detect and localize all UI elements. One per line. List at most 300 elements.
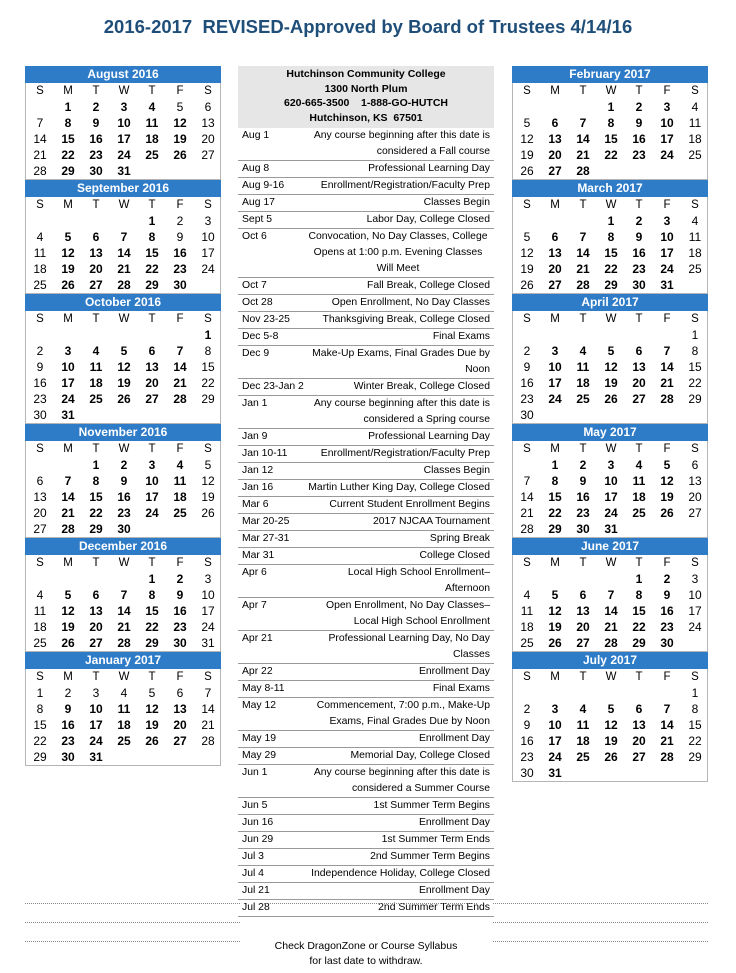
month-title: February 2017: [512, 66, 708, 83]
day-cell: 10: [89, 702, 103, 716]
day-cell: 7: [663, 344, 671, 358]
weekday-header: S: [691, 85, 699, 97]
day-cell: 30: [632, 278, 646, 292]
event-text: 2nd Summer Term Ends: [378, 902, 490, 913]
day-cell: 26: [604, 750, 618, 764]
day-cell: 9: [635, 230, 643, 244]
day-cell: 18: [33, 262, 47, 276]
day-cell: 3: [64, 344, 72, 358]
day-cell: 22: [688, 376, 702, 390]
event-row: [238, 497, 494, 514]
day-cell: 10: [61, 360, 75, 374]
day-cell: 20: [632, 376, 646, 390]
day-cell: 14: [604, 604, 618, 618]
empty-cell: [569, 571, 597, 587]
day-cell: 20: [201, 132, 215, 146]
empty-cell: [541, 685, 569, 701]
day-cell: 4: [635, 458, 643, 472]
weekday-header: T: [579, 671, 587, 683]
event-text: Professional Learning Day, No Day Classes: [328, 633, 490, 660]
weekday-header: M: [550, 85, 560, 97]
day-cell: 10: [201, 588, 215, 602]
day-cell: 15: [61, 132, 75, 146]
day-cell: 15: [604, 132, 618, 146]
month-calendar: [25, 538, 221, 652]
weekday-header: F: [176, 557, 184, 569]
weekday-header: T: [635, 85, 643, 97]
day-cell: 3: [551, 344, 559, 358]
day-cell: 1: [635, 572, 643, 586]
empty-cell: [26, 571, 54, 587]
day-cell: 24: [688, 620, 702, 634]
day-cell: 1: [607, 100, 615, 114]
empty-cell: [681, 635, 709, 651]
event-text: 1st Summer Term Begins: [373, 800, 490, 811]
empty-cell: [569, 99, 597, 115]
event-text: Memorial Day, College Closed: [350, 750, 490, 761]
day-cell: 25: [145, 148, 159, 162]
day-cell: 22: [145, 620, 159, 634]
day-cell: 22: [145, 262, 159, 276]
day-cell: 20: [576, 620, 590, 634]
empty-cell: [26, 99, 54, 115]
empty-cell: [597, 685, 625, 701]
day-cell: 19: [173, 132, 187, 146]
day-cell: 16: [632, 132, 646, 146]
day-cell: 3: [607, 458, 615, 472]
day-cell: 25: [33, 278, 47, 292]
event-text: Enrollment/Registration/Faculty Prep: [320, 448, 490, 459]
day-cell: 8: [691, 344, 699, 358]
event-row: [238, 748, 494, 765]
day-cell: 11: [576, 360, 590, 374]
day-cell: 4: [579, 702, 587, 716]
day-cell: 5: [148, 686, 156, 700]
month-calendar: [25, 652, 221, 766]
day-cell: 6: [92, 588, 100, 602]
day-cell: 3: [204, 214, 212, 228]
day-cell: 12: [173, 116, 187, 130]
event-text: Enrollment Day: [418, 885, 490, 896]
day-cell: 23: [520, 392, 534, 406]
note-line: [493, 941, 708, 942]
weekday-header: F: [663, 313, 671, 325]
empty-cell: [513, 685, 541, 701]
event-date: Mar 20-25: [242, 516, 290, 527]
weekday-header: S: [691, 313, 699, 325]
day-cell: 7: [663, 702, 671, 716]
event-text: Enrollment/Registration/Faculty Prep: [320, 180, 490, 191]
weekday-header: T: [92, 443, 100, 455]
event-row: [238, 446, 494, 463]
weekday-header: T: [635, 671, 643, 683]
day-cell: 12: [61, 246, 75, 260]
events-panel: [238, 66, 494, 917]
empty-cell: [54, 213, 82, 229]
college-name: Hutchinson Community College: [286, 68, 446, 80]
day-cell: 2: [635, 100, 643, 114]
day-cell: 16: [117, 490, 131, 504]
month-title: November 2016: [25, 424, 221, 441]
day-cell: 13: [548, 132, 562, 146]
day-cell: 9: [120, 474, 128, 488]
day-cell: 15: [604, 246, 618, 260]
day-cell: 10: [660, 230, 674, 244]
day-cell: 15: [201, 360, 215, 374]
day-cell: 4: [691, 214, 699, 228]
event-date: Apr 21: [242, 633, 273, 644]
day-cell: 25: [688, 148, 702, 162]
empty-cell: [138, 163, 166, 179]
weekday-header: W: [118, 443, 130, 455]
day-cell: 15: [688, 360, 702, 374]
empty-cell: [625, 327, 653, 343]
day-cell: 23: [660, 620, 674, 634]
weekday-header: S: [36, 199, 44, 211]
event-text: Any course beginning after this date is considered a Summer Course: [313, 767, 490, 794]
event-row: [238, 866, 494, 883]
day-cell: 21: [117, 262, 131, 276]
empty-cell: [653, 765, 681, 781]
day-cell: 5: [64, 230, 72, 244]
event-text: 2nd Summer Term Begins: [370, 851, 490, 862]
day-cell: 17: [201, 604, 215, 618]
weekday-header: F: [663, 85, 671, 97]
weekday-header: W: [605, 443, 617, 455]
day-cell: 28: [576, 278, 590, 292]
event-row: [238, 798, 494, 815]
event-text: Winter Break, College Closed: [353, 381, 490, 392]
day-cell: 27: [632, 392, 646, 406]
empty-cell: [569, 407, 597, 423]
day-cell: 14: [61, 490, 75, 504]
empty-cell: [166, 163, 194, 179]
weekday-header: T: [148, 313, 156, 325]
empty-cell: [569, 213, 597, 229]
event-row: [238, 178, 494, 195]
weekday-header: F: [663, 199, 671, 211]
event-row: [238, 379, 494, 396]
day-cell: 4: [36, 230, 44, 244]
event-date: Jun 5: [242, 800, 268, 811]
event-date: Jul 4: [242, 868, 264, 879]
weekday-header: T: [148, 85, 156, 97]
weekday-header: T: [92, 85, 100, 97]
day-cell: 16: [632, 246, 646, 260]
day-cell: 30: [576, 522, 590, 536]
day-cell: 11: [688, 230, 702, 244]
empty-cell: [194, 277, 222, 293]
day-cell: 31: [604, 522, 618, 536]
note-line: [262, 903, 477, 904]
empty-cell: [569, 685, 597, 701]
weekday-header: W: [118, 199, 130, 211]
day-cell: 28: [576, 164, 590, 178]
event-row: [238, 295, 494, 312]
day-cell: 8: [635, 588, 643, 602]
day-cell: 30: [117, 522, 131, 536]
empty-cell: [54, 327, 82, 343]
event-row: [238, 195, 494, 212]
day-cell: 31: [548, 766, 562, 780]
day-cell: 25: [33, 636, 47, 650]
day-cell: 23: [89, 148, 103, 162]
day-cell: 27: [548, 164, 562, 178]
day-cell: 23: [632, 148, 646, 162]
day-cell: 5: [176, 100, 184, 114]
event-text: 2017 NJCAA Tournament: [372, 516, 490, 527]
event-text: Martin Luther King Day, College Closed: [308, 482, 490, 493]
day-cell: 28: [61, 522, 75, 536]
month-title: September 2016: [25, 180, 221, 197]
month-title: July 2017: [512, 652, 708, 669]
day-cell: 17: [145, 490, 159, 504]
day-cell: 9: [663, 588, 671, 602]
day-cell: 12: [660, 474, 674, 488]
day-cell: 7: [579, 230, 587, 244]
empty-cell: [597, 163, 625, 179]
day-cell: 22: [604, 148, 618, 162]
day-cell: 31: [201, 636, 215, 650]
month-grid: [26, 83, 220, 179]
weekday-header: F: [663, 557, 671, 569]
college-city: Hutchinson, KS 67501: [309, 111, 423, 124]
month-calendar: [512, 538, 708, 652]
day-cell: 18: [33, 620, 47, 634]
day-cell: 21: [576, 148, 590, 162]
event-text: Any course beginning after this date is considered a Spring course: [313, 398, 490, 425]
day-cell: 1: [607, 214, 615, 228]
day-cell: 24: [201, 620, 215, 634]
day-cell: 2: [176, 572, 184, 586]
day-cell: 7: [523, 474, 531, 488]
weekday-header: T: [92, 671, 100, 683]
event-row: [238, 565, 494, 598]
month-grid: [26, 311, 220, 423]
day-cell: 16: [520, 376, 534, 390]
event-date: Jun 1: [242, 767, 268, 778]
month-grid: [513, 669, 707, 781]
day-cell: 2: [523, 344, 531, 358]
day-cell: 5: [120, 344, 128, 358]
event-row: [238, 329, 494, 346]
month-calendar: [512, 652, 708, 782]
day-cell: 7: [120, 588, 128, 602]
event-text: Local High School Enrollment–Afternoon: [347, 567, 490, 594]
day-cell: 29: [145, 636, 159, 650]
day-cell: 19: [604, 734, 618, 748]
day-cell: 4: [579, 344, 587, 358]
day-cell: 7: [607, 588, 615, 602]
weekday-header: M: [63, 85, 73, 97]
day-cell: 19: [61, 620, 75, 634]
event-row: [238, 849, 494, 866]
day-cell: 11: [33, 246, 47, 260]
day-cell: 13: [89, 246, 103, 260]
weekday-header: T: [579, 85, 587, 97]
day-cell: 20: [89, 620, 103, 634]
empty-cell: [681, 163, 709, 179]
month-grid: [26, 555, 220, 651]
weekday-header: S: [691, 443, 699, 455]
day-cell: 5: [551, 588, 559, 602]
day-cell: 2: [64, 686, 72, 700]
day-cell: 8: [148, 230, 156, 244]
day-cell: 11: [89, 360, 103, 374]
day-cell: 30: [173, 278, 187, 292]
day-cell: 16: [520, 734, 534, 748]
day-cell: 2: [120, 458, 128, 472]
weekday-header: S: [523, 443, 531, 455]
day-cell: 11: [576, 718, 590, 732]
weekday-header: T: [635, 313, 643, 325]
empty-cell: [138, 749, 166, 765]
day-cell: 30: [173, 636, 187, 650]
empty-cell: [625, 163, 653, 179]
day-cell: 29: [33, 750, 47, 764]
day-cell: 22: [604, 262, 618, 276]
day-cell: 20: [33, 506, 47, 520]
day-cell: 5: [663, 458, 671, 472]
event-text: Fall Break, College Closed: [366, 280, 490, 291]
day-cell: 8: [691, 702, 699, 716]
day-cell: 6: [36, 474, 44, 488]
month-calendar: [512, 424, 708, 538]
event-date: Jun 29: [242, 834, 274, 845]
day-cell: 7: [176, 344, 184, 358]
day-cell: 23: [33, 392, 47, 406]
event-row: [238, 480, 494, 497]
day-cell: 1: [691, 686, 699, 700]
day-cell: 28: [520, 522, 534, 536]
left-calendar-column: [25, 66, 221, 766]
event-date: May 29: [242, 750, 277, 761]
day-cell: 26: [660, 506, 674, 520]
day-cell: 18: [576, 734, 590, 748]
event-date: Jan 12: [242, 465, 274, 476]
day-cell: 14: [117, 604, 131, 618]
day-cell: 13: [201, 116, 215, 130]
weekday-header: W: [605, 85, 617, 97]
day-cell: 27: [548, 278, 562, 292]
event-date: Apr 6: [242, 567, 267, 578]
day-cell: 9: [635, 116, 643, 130]
day-cell: 11: [173, 474, 187, 488]
day-cell: 8: [64, 116, 72, 130]
empty-cell: [625, 765, 653, 781]
day-cell: 25: [520, 636, 534, 650]
day-cell: 29: [201, 392, 215, 406]
day-cell: 13: [89, 604, 103, 618]
event-text: Independence Holiday, College Closed: [311, 868, 490, 879]
day-cell: 15: [145, 604, 159, 618]
day-cell: 19: [61, 262, 75, 276]
empty-cell: [569, 327, 597, 343]
day-cell: 29: [61, 164, 75, 178]
day-cell: 28: [173, 392, 187, 406]
empty-cell: [54, 457, 82, 473]
day-cell: 22: [201, 376, 215, 390]
day-cell: 21: [201, 718, 215, 732]
day-cell: 3: [204, 572, 212, 586]
day-cell: 6: [176, 686, 184, 700]
day-cell: 6: [148, 344, 156, 358]
weekday-header: W: [118, 313, 130, 325]
weekday-header: F: [176, 85, 184, 97]
event-text: Enrollment Day: [418, 733, 490, 744]
day-cell: 16: [660, 604, 674, 618]
day-cell: 8: [92, 474, 100, 488]
day-cell: 30: [520, 408, 534, 422]
day-cell: 11: [688, 116, 702, 130]
event-date: Mar 31: [242, 550, 275, 561]
day-cell: 23: [61, 734, 75, 748]
event-text: Convocation, No Day Classes, College Opens at 1:00 p.m. Evening Classes Will Meet: [308, 231, 488, 274]
event-date: Jan 10-11: [242, 448, 288, 459]
day-cell: 15: [548, 490, 562, 504]
empty-cell: [138, 327, 166, 343]
day-cell: 17: [117, 132, 131, 146]
day-cell: 7: [64, 474, 72, 488]
month-grid: [26, 669, 220, 765]
event-row: [238, 664, 494, 681]
day-cell: 7: [579, 116, 587, 130]
weekday-header: M: [550, 199, 560, 211]
day-cell: 5: [64, 588, 72, 602]
notes-left: [25, 903, 240, 960]
day-cell: 21: [61, 506, 75, 520]
empty-cell: [681, 277, 709, 293]
event-date: Nov 23-25: [242, 314, 290, 325]
day-cell: 10: [688, 588, 702, 602]
weekday-header: S: [36, 313, 44, 325]
day-cell: 6: [635, 344, 643, 358]
day-cell: 5: [607, 344, 615, 358]
month-title: June 2017: [512, 538, 708, 555]
event-row: [238, 765, 494, 798]
empty-cell: [597, 571, 625, 587]
month-calendar: [512, 294, 708, 424]
day-cell: 5: [607, 702, 615, 716]
day-cell: 12: [520, 246, 534, 260]
day-cell: 10: [117, 116, 131, 130]
day-cell: 28: [201, 734, 215, 748]
empty-cell: [597, 407, 625, 423]
weekday-header: S: [36, 443, 44, 455]
day-cell: 2: [36, 344, 44, 358]
day-cell: 28: [604, 636, 618, 650]
note-line: [25, 903, 240, 904]
note-line: [493, 922, 708, 923]
empty-cell: [82, 571, 110, 587]
empty-cell: [26, 327, 54, 343]
day-cell: 16: [173, 604, 187, 618]
empty-cell: [166, 327, 194, 343]
day-cell: 12: [201, 474, 215, 488]
day-cell: 14: [33, 132, 47, 146]
empty-cell: [110, 749, 138, 765]
day-cell: 17: [688, 604, 702, 618]
day-cell: 10: [145, 474, 159, 488]
event-date: May 12: [242, 700, 277, 711]
day-cell: 19: [520, 262, 534, 276]
weekday-header: T: [635, 199, 643, 211]
event-row: [238, 128, 494, 161]
day-cell: 21: [173, 376, 187, 390]
day-cell: 1: [148, 214, 156, 228]
day-cell: 14: [576, 132, 590, 146]
day-cell: 23: [520, 750, 534, 764]
